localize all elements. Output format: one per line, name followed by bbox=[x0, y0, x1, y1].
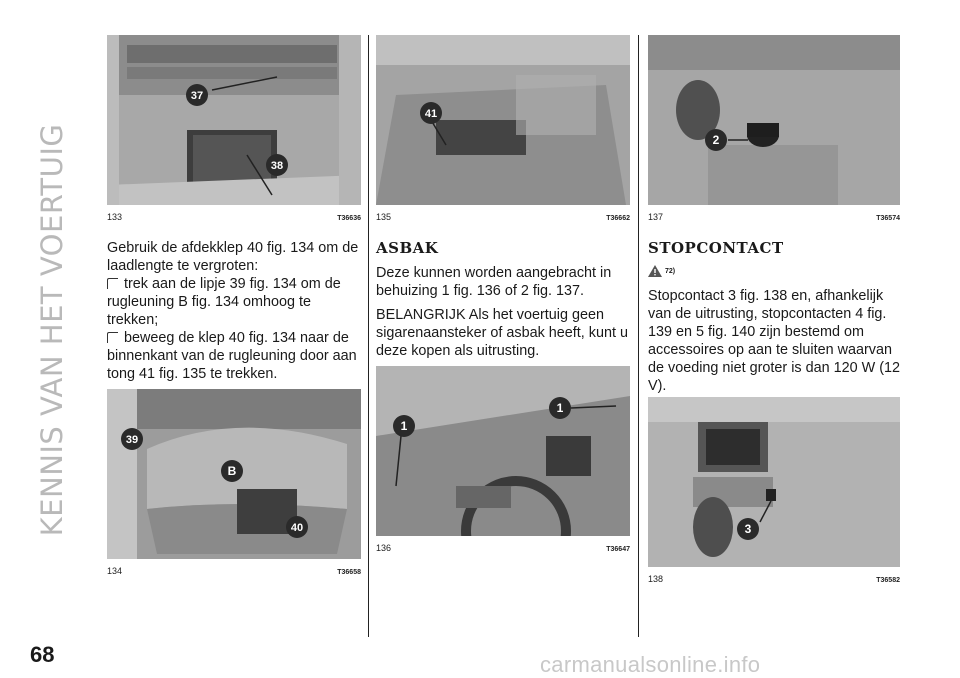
warning-reference bbox=[648, 265, 675, 277]
callout-38 bbox=[266, 154, 288, 176]
callout-3 bbox=[737, 518, 759, 540]
svg-text:B: B bbox=[227, 464, 237, 478]
figure-133-caption bbox=[107, 208, 361, 222]
callout-39 bbox=[121, 428, 143, 450]
bullet-marker-icon bbox=[107, 278, 118, 289]
figure-136-image bbox=[376, 366, 630, 536]
svg-text:39: 39 bbox=[125, 434, 139, 446]
callout-40 bbox=[286, 516, 308, 538]
figure-number: 136 bbox=[376, 543, 392, 553]
figure-135-image bbox=[376, 35, 630, 205]
asbak-paragraph-2: BELANGRIJK Als het voertuig geen sigarenaansteker of asbak heeft, kunt u deze kopen als uitrusting. bbox=[376, 307, 628, 359]
column-1-text bbox=[107, 239, 363, 383]
column-2-text bbox=[376, 264, 632, 360]
callout-1a bbox=[393, 415, 415, 437]
warning-ref-text: 72) bbox=[665, 267, 676, 275]
svg-text:40: 40 bbox=[290, 522, 304, 534]
callout-2 bbox=[705, 129, 727, 151]
callout-37 bbox=[186, 84, 208, 106]
intro-paragraph: Gebruik de afdekklep 40 fig. 134 om de laadlengte te vergroten: bbox=[107, 240, 359, 274]
heading-asbak: ASBAK bbox=[376, 239, 439, 257]
svg-text:2: 2 bbox=[712, 133, 720, 147]
warning-triangle-icon bbox=[648, 265, 662, 277]
figure-code: T36636 bbox=[337, 215, 361, 222]
svg-text:1: 1 bbox=[400, 419, 408, 433]
figure-number: 134 bbox=[107, 566, 123, 576]
svg-text:3: 3 bbox=[744, 522, 752, 536]
callout-b bbox=[221, 460, 243, 482]
figure-136-caption bbox=[376, 539, 630, 553]
page-number: 68 bbox=[30, 642, 55, 667]
column-divider-1 bbox=[368, 35, 369, 637]
figure-code: T36574 bbox=[876, 215, 900, 222]
figure-138-caption bbox=[648, 570, 900, 584]
callout-41 bbox=[420, 102, 442, 124]
svg-text:38: 38 bbox=[270, 160, 284, 172]
bullet-text-1: trek aan de lipje 39 fig. 134 om de rugleuning B fig. 134 omhoog te trekken; bbox=[107, 276, 341, 328]
figure-133-image bbox=[107, 35, 361, 205]
figure-number: 138 bbox=[648, 574, 664, 584]
figure-134-image bbox=[107, 389, 361, 559]
side-title-text: KENNIS VAN HET VOERTUIG bbox=[35, 123, 69, 537]
svg-text:1: 1 bbox=[556, 401, 564, 415]
callout-1b bbox=[549, 397, 571, 419]
bullet-item-1 bbox=[107, 275, 363, 329]
figure-code: T36658 bbox=[337, 569, 361, 576]
figure-135-caption bbox=[376, 208, 630, 222]
figure-137-image bbox=[648, 35, 900, 205]
bullet-item-2 bbox=[107, 329, 363, 383]
figure-number: 135 bbox=[376, 212, 392, 222]
stopcontact-paragraph: Stopcontact 3 fig. 138 en, afhankelijk van de uitrusting, stopcontacten 4 fig. 139 en 5 fig. 140 zijn bestemd om accessoires op aan te sluiten waarvan de voeding niet groter is dan 120 W (12 V). bbox=[648, 288, 900, 394]
figure-137-caption bbox=[648, 208, 900, 222]
figure-code: T36647 bbox=[606, 546, 630, 553]
svg-text:41: 41 bbox=[424, 108, 438, 120]
bullet-text-2: beweeg de klep 40 fig. 134 naar de binnenkant van de rugleuning door aan tong 41 fig. 135 te trekken. bbox=[107, 330, 357, 382]
bullet-marker-icon bbox=[107, 332, 118, 343]
figure-number: 137 bbox=[648, 212, 664, 222]
column-divider-2 bbox=[638, 35, 639, 637]
figure-134-caption bbox=[107, 562, 361, 576]
figure-code: T36662 bbox=[606, 215, 630, 222]
watermark: carmanualsonline.info bbox=[540, 652, 761, 677]
heading-stopcontact: STOPCONTACT bbox=[648, 239, 784, 257]
figure-138-image bbox=[648, 397, 900, 567]
figure-code: T36582 bbox=[876, 577, 900, 584]
asbak-paragraph-1: Deze kunnen worden aangebracht in behuizing 1 fig. 136 of 2 fig. 137. bbox=[376, 265, 612, 299]
svg-text:37: 37 bbox=[190, 90, 204, 102]
figure-number: 133 bbox=[107, 212, 123, 222]
column-3-text bbox=[648, 287, 900, 395]
